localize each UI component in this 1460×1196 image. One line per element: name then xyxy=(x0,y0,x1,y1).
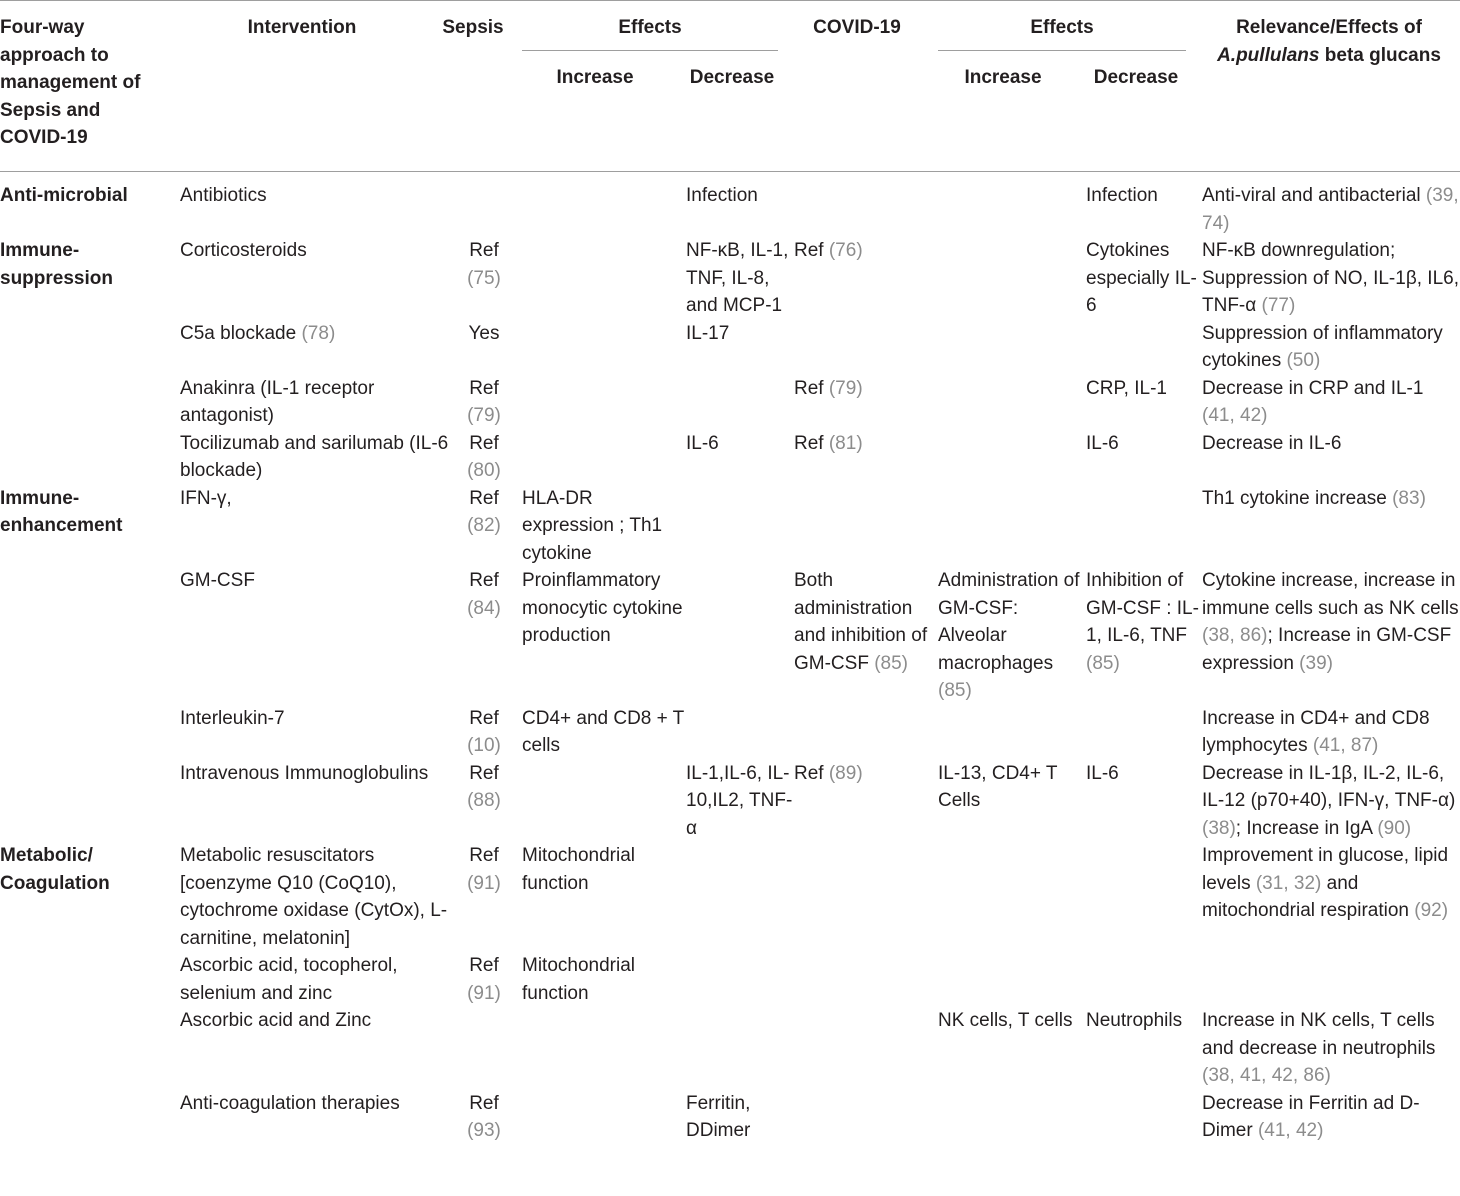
row-intervention-text: Metabolic resuscitators [coenzyme Q10 (CoQ10), cytochrome oxidase (CytOx), L-carnitine, melatonin] xyxy=(180,845,448,949)
table-row xyxy=(0,485,1460,568)
row-relevance-extra: ; Increase in IgA xyxy=(1235,817,1373,839)
row-covid-text: Ref xyxy=(794,377,824,399)
row-sepsis-ref: (88) xyxy=(467,790,501,811)
row-sepsis-decrease-text: Infection xyxy=(686,185,758,206)
row-sepsis-increase xyxy=(522,567,686,705)
row-covid-decrease xyxy=(1086,1090,1202,1145)
row-category xyxy=(0,485,180,568)
row-covid xyxy=(794,485,938,568)
header-rule xyxy=(0,171,1460,172)
row-sepsis-decrease xyxy=(686,1090,794,1145)
row-intervention xyxy=(180,1090,452,1145)
row-sepsis xyxy=(452,182,522,237)
header-effects-covid: Effects xyxy=(1030,17,1094,38)
row-sepsis-ref: (84) xyxy=(467,597,501,619)
row-sepsis-increase-text: Proinflammatory monocytic cytokine production xyxy=(522,570,683,646)
row-intervention xyxy=(180,485,452,568)
row-covid-text: Both administration and inhibition of GM-CSF xyxy=(794,570,928,674)
row-relevance xyxy=(1202,952,1460,1007)
row-relevance-text: NF-κB downregulation; Suppression of NO, IL-1β, IL6, TNF-α xyxy=(1202,240,1460,316)
header-sepsis-increase: Increase xyxy=(556,67,634,88)
row-covid-increase-ref: (85) xyxy=(938,680,972,701)
row-relevance xyxy=(1202,320,1460,375)
row-category xyxy=(0,705,180,760)
row-relevance-ref: (41, 87) xyxy=(1312,735,1379,756)
row-relevance xyxy=(1202,237,1460,320)
row-relevance-text: Th1 cytokine increase xyxy=(1202,487,1387,509)
row-sepsis-increase xyxy=(522,182,686,237)
row-sepsis-decrease-text: IL-17 xyxy=(686,322,730,344)
row-covid-decrease-text: Inhibition of GM-CSF : IL-1, IL-6, TNF xyxy=(1086,570,1199,646)
row-covid-text: Ref xyxy=(794,762,824,784)
row-sepsis-decrease-text: IL-1,IL-6, IL-10,IL2, TNF-α xyxy=(686,762,793,839)
header-covid: COVID-19 xyxy=(813,17,901,38)
row-covid xyxy=(794,842,938,952)
row-covid-increase xyxy=(938,320,1086,375)
row-sepsis-increase xyxy=(522,375,686,430)
row-covid-increase xyxy=(938,842,1086,952)
row-sepsis-decrease xyxy=(686,1007,794,1090)
table-row xyxy=(0,842,1460,952)
row-sepsis-increase xyxy=(522,237,686,320)
header-relevance-post: beta glucans xyxy=(1324,44,1441,66)
row-sepsis xyxy=(452,567,522,705)
row-sepsis-increase-text: HLA-DR expression ; Th1 cytokine xyxy=(522,487,663,564)
row-sepsis-decrease xyxy=(686,485,794,568)
row-relevance-text: Suppression of inflammatory cytokines xyxy=(1202,322,1443,371)
row-covid-increase xyxy=(938,237,1086,320)
row-covid-decrease xyxy=(1086,375,1202,430)
row-relevance-text: Decrease in Ferritin ad D-Dimer xyxy=(1202,1092,1420,1141)
row-sepsis-text: Ref xyxy=(469,240,499,261)
row-covid-ref: (89) xyxy=(828,762,863,784)
row-intervention xyxy=(180,375,452,430)
row-category-text: Immune-suppression xyxy=(0,240,113,289)
table-row xyxy=(0,952,1460,1007)
row-sepsis-text: Ref xyxy=(469,762,499,784)
row-sepsis-text: Ref xyxy=(469,570,499,591)
row-relevance-text: Increase in NK cells, T cells and decrease in neutrophils xyxy=(1202,1010,1436,1059)
table-row xyxy=(0,182,1460,237)
row-relevance-ref: (39, 74) xyxy=(1202,185,1459,234)
row-covid-decrease xyxy=(1086,182,1202,237)
row-intervention-text: Ascorbic acid, tocopherol, selenium and zinc xyxy=(180,955,398,1004)
row-category xyxy=(0,182,180,237)
row-category xyxy=(0,430,180,485)
row-intervention-text: IFN-γ, xyxy=(180,487,232,509)
row-intervention-text: Ascorbic acid and Zinc xyxy=(180,1010,372,1031)
row-sepsis-increase-text: CD4+ and CD8 + T cells xyxy=(522,707,684,756)
row-covid-decrease xyxy=(1086,705,1202,760)
row-sepsis-decrease xyxy=(686,375,794,430)
row-relevance-ref: (41, 42) xyxy=(1202,405,1268,426)
row-covid xyxy=(794,952,938,1007)
row-relevance-text: Decrease in CRP and IL-1 xyxy=(1202,377,1424,399)
row-intervention xyxy=(180,705,452,760)
table-row xyxy=(0,1007,1460,1090)
row-covid xyxy=(794,1090,938,1145)
row-relevance-extra-ref: (39) xyxy=(1299,652,1333,674)
row-relevance xyxy=(1202,567,1460,705)
table-row xyxy=(0,430,1460,485)
row-sepsis-decrease-text: IL-6 xyxy=(686,432,719,454)
row-covid-decrease xyxy=(1086,952,1202,1007)
row-relevance-extra-ref: (90) xyxy=(1377,817,1412,839)
row-sepsis-increase xyxy=(522,320,686,375)
row-relevance-text: Anti-viral and antibacterial xyxy=(1202,185,1421,206)
row-sepsis-ref: (93) xyxy=(467,1120,501,1141)
row-covid-ref: (76) xyxy=(828,240,863,261)
row-covid-text: Ref xyxy=(794,432,824,454)
row-relevance xyxy=(1202,485,1460,568)
row-covid-increase xyxy=(938,952,1086,1007)
row-relevance xyxy=(1202,760,1460,843)
row-sepsis-ref: (79) xyxy=(467,405,501,426)
row-covid-decrease xyxy=(1086,842,1202,952)
row-covid-text: Ref xyxy=(794,240,824,261)
row-intervention xyxy=(180,760,452,843)
header-covid-decrease: Decrease xyxy=(1093,67,1179,88)
row-covid xyxy=(794,375,938,430)
row-covid xyxy=(794,237,938,320)
row-sepsis xyxy=(452,1090,522,1145)
row-sepsis-text: Ref xyxy=(469,487,499,509)
row-sepsis-decrease xyxy=(686,842,794,952)
row-sepsis-increase xyxy=(522,1090,686,1145)
row-category xyxy=(0,952,180,1007)
effects-sepsis-rule xyxy=(522,50,778,51)
row-sepsis-text: Ref xyxy=(469,1092,499,1114)
row-covid-ref: (85) xyxy=(874,652,909,674)
row-relevance-extra-ref: (92) xyxy=(1414,900,1449,921)
row-sepsis xyxy=(452,237,522,320)
row-covid-decrease-text: Cytokines especially IL-6 xyxy=(1086,240,1197,316)
row-covid-increase xyxy=(938,485,1086,568)
row-category xyxy=(0,1090,180,1145)
row-sepsis-ref: (80) xyxy=(467,460,501,481)
row-covid-decrease xyxy=(1086,1007,1202,1090)
row-relevance-ref: (77) xyxy=(1261,295,1296,316)
header-sepsis-decrease: Decrease xyxy=(689,67,775,88)
row-intervention xyxy=(180,842,452,952)
row-covid-increase-text: IL-13, CD4+ T Cells xyxy=(938,762,1058,811)
row-covid xyxy=(794,567,938,705)
row-sepsis-decrease-text: NF-κB, IL-1, TNF, IL-8, and MCP-1 xyxy=(686,240,789,316)
row-relevance xyxy=(1202,375,1460,430)
row-sepsis xyxy=(452,1007,522,1090)
header-approach: Four-way approach to management of Sepsis and COVID-19 xyxy=(0,17,141,148)
row-sepsis-ref: (10) xyxy=(467,735,501,756)
row-relevance xyxy=(1202,705,1460,760)
row-sepsis-decrease xyxy=(686,237,794,320)
row-intervention xyxy=(180,320,452,375)
row-relevance xyxy=(1202,430,1460,485)
row-intervention-text: Corticosteroids xyxy=(180,240,307,261)
row-sepsis-increase xyxy=(522,760,686,843)
row-covid-decrease-ref: (85) xyxy=(1086,652,1120,674)
row-covid-decrease-text: IL-6 xyxy=(1086,762,1119,784)
row-sepsis xyxy=(452,760,522,843)
row-category xyxy=(0,1007,180,1090)
row-intervention-text: Anakinra (IL-1 receptor antagonist) xyxy=(180,377,375,426)
header-effects-sepsis: Effects xyxy=(618,17,682,38)
effects-covid-rule xyxy=(938,50,1186,51)
row-sepsis-increase xyxy=(522,952,686,1007)
row-sepsis-increase-text: Mitochondrial function xyxy=(522,845,635,894)
row-relevance xyxy=(1202,1007,1460,1090)
row-relevance-ref: (50) xyxy=(1286,350,1321,371)
row-sepsis-text: Ref xyxy=(469,845,499,866)
row-sepsis-increase-text: Mitochondrial function xyxy=(522,955,635,1004)
top-rule xyxy=(0,0,1460,1)
row-category xyxy=(0,237,180,320)
row-intervention xyxy=(180,1007,452,1090)
row-sepsis-text: Yes xyxy=(468,322,500,344)
row-category-text: Immune-enhancement xyxy=(0,487,123,536)
row-relevance xyxy=(1202,182,1460,237)
table-row xyxy=(0,375,1460,430)
table-row xyxy=(0,567,1460,705)
row-covid-decrease-text: CRP, IL-1 xyxy=(1086,377,1167,399)
row-covid-decrease xyxy=(1086,320,1202,375)
row-sepsis-decrease xyxy=(686,760,794,843)
row-sepsis-text: Ref xyxy=(469,707,499,729)
data-table xyxy=(0,182,1460,1145)
row-relevance xyxy=(1202,842,1460,952)
row-sepsis-decrease xyxy=(686,430,794,485)
row-sepsis-text: Ref xyxy=(469,432,499,454)
row-sepsis-text: Ref xyxy=(469,377,499,399)
row-sepsis-ref: (82) xyxy=(467,515,501,536)
row-intervention-text: GM-CSF xyxy=(180,570,255,591)
row-covid-increase xyxy=(938,375,1086,430)
row-intervention xyxy=(180,430,452,485)
row-covid-increase xyxy=(938,567,1086,705)
row-relevance-ref: (83) xyxy=(1392,487,1426,509)
row-category xyxy=(0,320,180,375)
row-covid-increase xyxy=(938,1090,1086,1145)
row-intervention xyxy=(180,952,452,1007)
header-intervention: Intervention xyxy=(247,17,357,38)
row-covid-increase-text: NK cells, T cells xyxy=(938,1010,1073,1031)
row-sepsis xyxy=(452,705,522,760)
table-row xyxy=(0,760,1460,843)
row-sepsis-ref: (91) xyxy=(467,982,501,1004)
row-covid xyxy=(794,182,938,237)
row-sepsis xyxy=(452,842,522,952)
row-covid-decrease xyxy=(1086,567,1202,705)
row-intervention-ref: (78) xyxy=(301,322,336,344)
row-sepsis-ref: (91) xyxy=(467,872,501,894)
header-relevance xyxy=(1200,14,1458,69)
row-relevance-ref: (38) xyxy=(1202,817,1236,839)
header-sepsis: Sepsis xyxy=(442,17,504,38)
header-relevance-species: A.pullulans xyxy=(1217,44,1320,66)
row-covid-decrease-text: Neutrophils xyxy=(1086,1010,1183,1031)
row-covid xyxy=(794,760,938,843)
row-covid xyxy=(794,430,938,485)
row-covid-decrease xyxy=(1086,760,1202,843)
row-sepsis-increase xyxy=(522,1007,686,1090)
row-intervention-text: Tocilizumab and sarilumab (IL-6 blockade) xyxy=(180,432,449,481)
row-intervention xyxy=(180,182,452,237)
table-row xyxy=(0,1090,1460,1145)
row-sepsis xyxy=(452,952,522,1007)
row-covid-increase xyxy=(938,1007,1086,1090)
row-sepsis-decrease xyxy=(686,567,794,705)
row-relevance-ref: (38, 41, 42, 86) xyxy=(1202,1065,1331,1086)
row-category-text: Anti-microbial xyxy=(0,185,128,206)
row-sepsis xyxy=(452,485,522,568)
row-relevance-text: Cytokine increase, increase in immune cells such as NK cells xyxy=(1202,570,1459,619)
row-intervention-text: Anti-coagulation therapies xyxy=(180,1092,400,1114)
row-relevance-text: Improvement in glucose, lipid levels xyxy=(1202,845,1449,894)
row-category xyxy=(0,760,180,843)
row-relevance-ref: (41, 42) xyxy=(1257,1120,1324,1141)
row-sepsis xyxy=(452,375,522,430)
row-covid-increase-text: Administration of GM-CSF: Alveolar macrophages xyxy=(938,570,1080,674)
row-relevance-text: Decrease in IL-1β, IL-2, IL-6, IL-12 (p70+40), IFN-γ, TNF-α) xyxy=(1202,762,1456,811)
table-row xyxy=(0,320,1460,375)
row-sepsis-increase xyxy=(522,430,686,485)
row-covid xyxy=(794,320,938,375)
row-relevance-ref: (31, 32) xyxy=(1255,872,1322,894)
row-covid xyxy=(794,1007,938,1090)
row-covid-increase xyxy=(938,182,1086,237)
row-category-text: Metabolic/ Coagulation xyxy=(0,845,110,894)
row-sepsis-text: Ref xyxy=(469,955,499,976)
row-covid-increase xyxy=(938,430,1086,485)
row-intervention-text: C5a blockade xyxy=(180,322,297,344)
row-sepsis xyxy=(452,320,522,375)
table-row xyxy=(0,705,1460,760)
row-sepsis-increase xyxy=(522,705,686,760)
row-sepsis-increase xyxy=(522,485,686,568)
row-relevance-text: Increase in CD4+ and CD8 lymphocytes xyxy=(1202,707,1430,756)
table-row xyxy=(0,237,1460,320)
row-covid xyxy=(794,705,938,760)
row-sepsis-decrease-text: Ferritin, DDimer xyxy=(686,1092,751,1141)
row-sepsis-decrease xyxy=(686,182,794,237)
row-sepsis-decrease xyxy=(686,952,794,1007)
row-relevance-text: Decrease in IL-6 xyxy=(1202,432,1342,454)
row-intervention-text: Antibiotics xyxy=(180,185,267,206)
row-covid-decrease-text: Infection xyxy=(1086,185,1158,206)
row-covid-increase xyxy=(938,705,1086,760)
row-covid-ref: (81) xyxy=(828,432,863,454)
row-relevance-extra: ; Increase in GM-CSF expression xyxy=(1202,625,1452,674)
row-covid-ref: (79) xyxy=(828,377,863,399)
row-relevance-ref: (38, 86) xyxy=(1202,625,1268,646)
row-category xyxy=(0,567,180,705)
row-relevance xyxy=(1202,1090,1460,1145)
row-sepsis-increase xyxy=(522,842,686,952)
row-intervention xyxy=(180,567,452,705)
row-intervention-text: Interleukin-7 xyxy=(180,707,285,729)
row-covid-decrease xyxy=(1086,430,1202,485)
row-sepsis-decrease xyxy=(686,705,794,760)
row-relevance-extra: and mitochondrial respiration xyxy=(1202,872,1409,921)
row-category xyxy=(0,375,180,430)
row-sepsis-ref: (75) xyxy=(467,267,501,289)
row-covid-increase xyxy=(938,760,1086,843)
row-sepsis-decrease xyxy=(686,320,794,375)
row-sepsis xyxy=(452,430,522,485)
row-covid-decrease-text: IL-6 xyxy=(1086,432,1119,454)
row-category xyxy=(0,842,180,952)
row-intervention-text: Intravenous Immunoglobulins xyxy=(180,762,429,784)
header-relevance-pre: Relevance/Effects of xyxy=(1236,17,1422,38)
row-covid-decrease xyxy=(1086,485,1202,568)
row-covid-decrease xyxy=(1086,237,1202,320)
row-intervention xyxy=(180,237,452,320)
header-covid-increase: Increase xyxy=(964,67,1042,88)
